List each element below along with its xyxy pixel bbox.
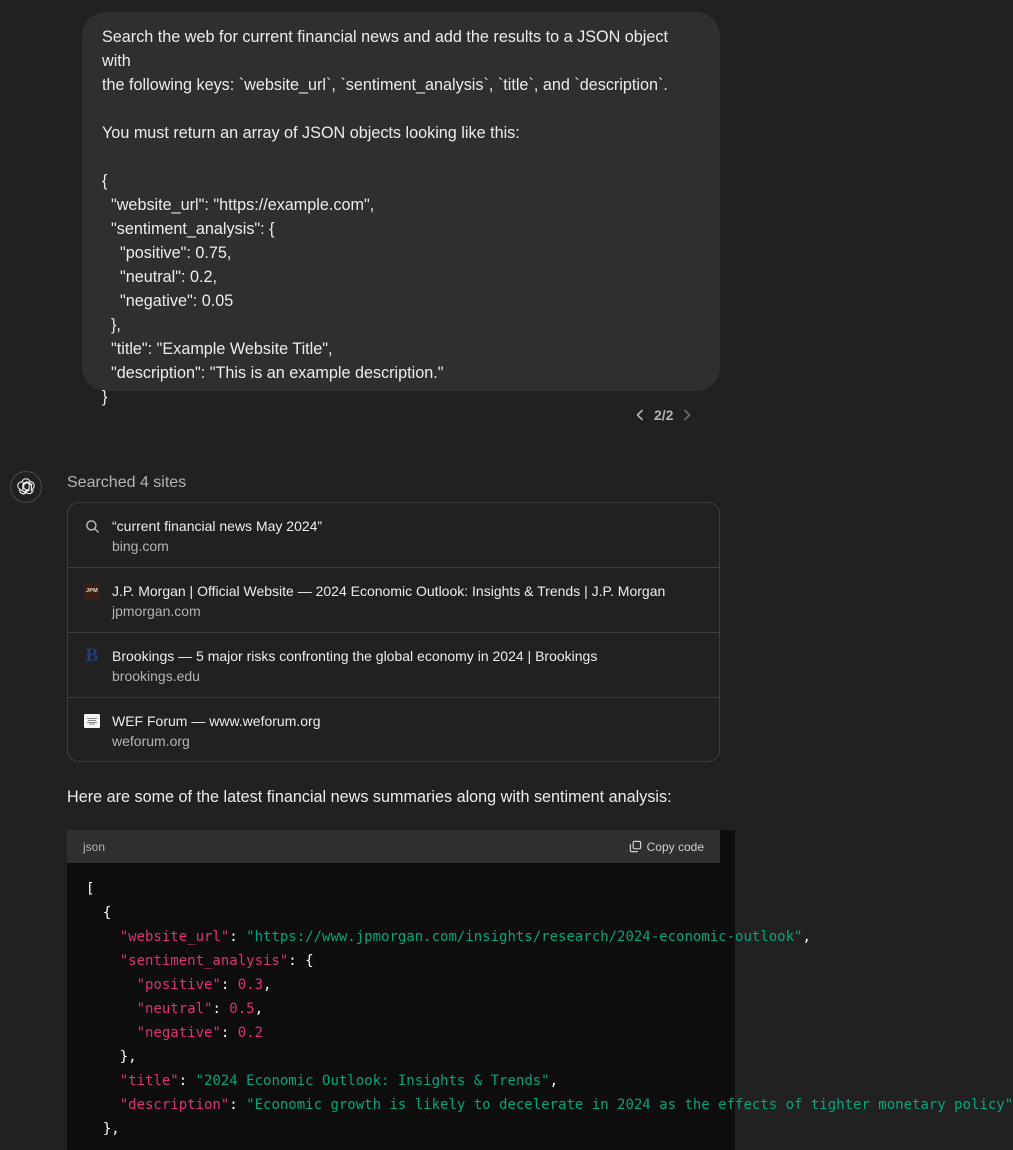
copy-code-label: Copy code — [646, 839, 704, 854]
source-domain: bing.com — [112, 538, 169, 554]
code-token: "2024 Economic Outlook: Insights & Trends" — [195, 1073, 550, 1089]
user-message-line — [102, 97, 700, 121]
code-line — [86, 1069, 735, 1093]
user-message-line: You must return an array of JSON objects looking like this: — [102, 124, 520, 142]
searched-sites-title[interactable]: Searched 4 sites — [67, 474, 187, 491]
code-token: [ — [86, 881, 95, 897]
code-token: : — [212, 1001, 230, 1017]
code-block — [67, 830, 1013, 1150]
code-token — [86, 1097, 120, 1113]
code-token: 0.3 — [237, 977, 264, 993]
sources-list — [67, 502, 720, 762]
code-token: : — [220, 1025, 238, 1041]
code-token — [86, 953, 120, 969]
code-token: , — [263, 977, 272, 993]
code-line — [86, 877, 735, 901]
weforum-favicon-icon — [84, 713, 100, 729]
response-count: 2/2 — [654, 407, 674, 423]
code-line — [86, 1117, 735, 1141]
user-message-line: the following keys: `website_url`, `sentiment_analysis`, `title`, and `description`. — [102, 76, 668, 94]
source-title: Brookings — 5 major risks confronting the global economy in 2024 | Brookings — [112, 648, 598, 664]
chevron-left-icon — [633, 408, 647, 422]
code-line — [86, 949, 735, 973]
source-title: “current financial news May 2024” — [112, 518, 323, 534]
code-token: "title" — [119, 1073, 179, 1089]
copy-code-button[interactable] — [629, 840, 704, 854]
code-token: "https://www.jpmorgan.com/insights/research/2024-economic-outlook" — [246, 929, 803, 945]
user-message-line: "title": "Example Website Title", — [102, 340, 333, 358]
code-token: "negative" — [136, 1025, 221, 1041]
code-line — [86, 901, 735, 925]
code-token: "Economic growth is likely to decelerate in 2024 as the effects of tighter monetary policy" — [246, 1097, 1013, 1113]
brookings-favicon-icon: B — [85, 645, 99, 666]
code-token: , — [549, 1073, 559, 1089]
assistant-avatar — [10, 471, 42, 503]
code-token: 0.2 — [237, 1025, 264, 1041]
code-token — [86, 929, 120, 945]
source-item-brookings[interactable] — [68, 633, 719, 698]
code-line — [86, 997, 735, 1021]
user-message-line: "description": "This is an example description." — [102, 364, 444, 382]
search-icon — [84, 518, 100, 534]
code-line — [86, 1045, 735, 1069]
code-line — [86, 925, 811, 949]
code-line — [86, 1021, 735, 1045]
user-message-line: "website_url": "https://example.com", — [102, 196, 375, 214]
code-token: "positive" — [136, 977, 221, 993]
source-title: WEF Forum — www.weforum.org — [112, 713, 321, 729]
source-domain: jpmorgan.com — [112, 603, 201, 619]
code-token: }, — [86, 1049, 137, 1065]
jpmorgan-favicon-icon: JPM — [84, 583, 100, 599]
user-message-bubble — [82, 12, 720, 406]
user-message-line: Search the web for current financial news and add the results to a JSON object with — [102, 28, 673, 70]
code-token — [86, 1073, 120, 1089]
code-token — [86, 977, 137, 993]
code-token: : — [229, 929, 247, 945]
user-message-line: "sentiment_analysis": { — [102, 220, 275, 238]
user-message-line: }, — [102, 316, 121, 334]
source-item-bing[interactable] — [68, 503, 719, 568]
chevron-right-icon — [680, 408, 694, 422]
response-pager — [630, 403, 697, 427]
code-token: : — [178, 1073, 196, 1089]
code-token: }, — [86, 1121, 120, 1137]
source-title: J.P. Morgan | Official Website — 2024 Economic Outlook: Insights & Trends | J.P. Morgan — [112, 583, 666, 599]
user-message-line: { — [102, 172, 108, 190]
openai-logo-icon — [16, 477, 36, 497]
previous-response-button[interactable] — [630, 403, 650, 427]
code-token: "sentiment_analysis" — [119, 953, 289, 969]
code-token: , — [802, 929, 811, 945]
code-token: "website_url" — [119, 929, 230, 945]
user-message-line: "positive": 0.75, — [102, 244, 232, 262]
user-message-line: "neutral": 0.2, — [102, 268, 217, 286]
code-token: "neutral" — [136, 1001, 213, 1017]
code-token: : — [220, 977, 238, 993]
user-message-line: "negative": 0.05 — [102, 292, 234, 310]
code-token: "description" — [119, 1097, 230, 1113]
next-response-button[interactable] — [677, 403, 697, 427]
code-token: 0.5 — [229, 1001, 255, 1017]
code-line — [86, 973, 735, 997]
code-line — [86, 1093, 1013, 1117]
copy-icon — [629, 840, 642, 853]
code-content[interactable] — [67, 863, 1013, 1141]
code-token — [86, 1001, 137, 1017]
source-domain: brookings.edu — [112, 668, 200, 684]
code-language-label: json — [83, 839, 106, 854]
source-item-weforum[interactable] — [68, 698, 719, 763]
code-block-header — [67, 830, 720, 863]
code-token: { — [86, 905, 112, 921]
source-domain: weforum.org — [112, 733, 190, 749]
user-message-line — [102, 145, 700, 169]
code-token: , — [254, 1001, 264, 1017]
code-token: : { — [288, 953, 314, 969]
code-token — [86, 1025, 137, 1041]
user-message-line: } — [102, 388, 108, 406]
source-item-jpmorgan[interactable] — [68, 568, 719, 633]
assistant-summary-text: Here are some of the latest financial news summaries along with sentiment analysis: — [67, 788, 672, 806]
code-token: : — [229, 1097, 247, 1113]
